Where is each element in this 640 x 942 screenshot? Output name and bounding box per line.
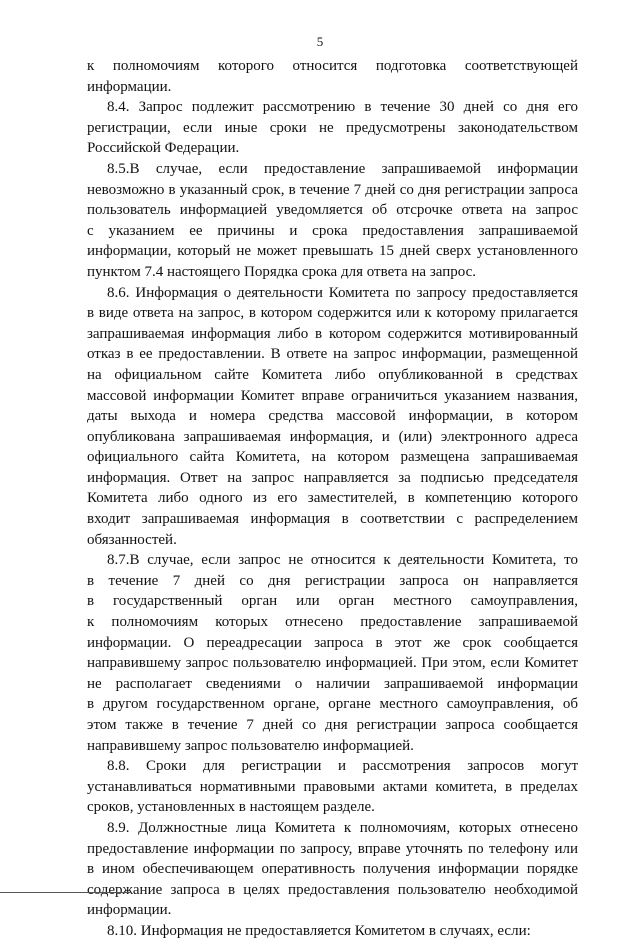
text-line: обязанностей. bbox=[87, 531, 177, 548]
text-line: устанавливаться нормативными правовыми актами комитета, в пределах bbox=[87, 778, 578, 795]
text-line: даты выхода и номера средства массовой информации, в котором bbox=[87, 408, 578, 425]
text-line: к полномочиям которого относится подготовка соответствующей bbox=[87, 58, 578, 74]
text-line: сроков, установленных в настоящем разделе. bbox=[87, 799, 375, 816]
text-line: Комитета либо одного из его заместителей, в компетенцию которого bbox=[87, 490, 578, 507]
text-line: предоставление информации по запросу, вправе уточнять по телефону или bbox=[87, 840, 578, 857]
text-line: информация. Ответ на запрос направляется за подписью председателя bbox=[87, 469, 578, 486]
footer-divider bbox=[0, 892, 132, 893]
text-line: 8.7.В случае, если запрос не относится к деятельности Комитета, то bbox=[107, 552, 578, 569]
text-line: направившему запрос пользователю информацией. bbox=[87, 737, 414, 754]
text-line: пользователь информацией уведомляется об отсрочке ответа на запрос bbox=[87, 202, 578, 219]
text-line: опубликована запрашиваемая информация, и (или) электронного адреса bbox=[87, 428, 578, 445]
text-line: входит запрашиваемая информация в соответствии с распределением bbox=[87, 511, 578, 528]
text-line: официального сайта Комитета, на котором размещена запрашиваемая bbox=[87, 449, 578, 466]
page-number: 5 bbox=[316, 34, 324, 49]
text-line: массовой информации Комитет вправе ограничиться указанием названия, bbox=[87, 387, 578, 404]
text-line: направившему запрос пользователю информацией. При этом, если Комитет bbox=[87, 655, 578, 672]
text-line: с указанием ее причины и срока предоставления запрашиваемой bbox=[87, 222, 578, 239]
text-line: информации, который не может превышать 15 дней сверх установленного bbox=[87, 243, 578, 260]
text-line: Российской Федерации. bbox=[87, 140, 240, 157]
text-line: этом также в течение 7 дней со дня регистрации запроса сообщается bbox=[87, 717, 578, 733]
text-line: информации. bbox=[87, 902, 172, 919]
text-line: в другом государственном органе, органе местного самоуправления, об bbox=[87, 696, 578, 713]
text-line: на официальном сайте Комитета либо опубликованной в средствах bbox=[87, 366, 578, 383]
text-line: запрашиваемая информация либо в котором содержится мотивированный bbox=[87, 325, 578, 342]
text-line: регистрации, если иные сроки не предусмотрены законодательством bbox=[87, 119, 578, 136]
text-line: 8.9. Должностные лица Комитета к полномочиям, которых отнесено bbox=[107, 819, 578, 836]
text-line: 8.6. Информация о деятельности Комитета по запросу предоставляется bbox=[107, 284, 578, 301]
text-line: в виде ответа на запрос, в котором содержится или к которому прилагается bbox=[87, 305, 578, 322]
text-line: не располагает сведениями о наличии запрашиваемой информации bbox=[87, 675, 578, 692]
text-line: 8.4. Запрос подлежит рассмотрению в течение 30 дней со дня его bbox=[107, 99, 578, 116]
text-line: в течение 7 дней со дня регистрации запроса он направляется bbox=[87, 572, 578, 589]
text-line: информации. bbox=[87, 78, 172, 95]
text-line: в ином обеспечивающем оперативность получения информации порядке bbox=[87, 861, 578, 878]
text-line: невозможно в указанный срок, в течение 7 дней со дня регистрации запроса bbox=[87, 181, 578, 198]
document-body bbox=[87, 56, 578, 942]
text-line: 8.10. Информация не предоставляется Комитетом в случаях, если: bbox=[107, 922, 531, 939]
text-line: пунктом 7.4 настоящего Порядка срока для ответа на запрос. bbox=[87, 263, 477, 280]
text-line: 8.8. Сроки для регистрации и рассмотрения запросов могут bbox=[107, 758, 578, 775]
text-line: к полномочиям которых отнесено предоставление запрашиваемой bbox=[87, 614, 578, 631]
text-line: информации. О переадресации запроса в этот же срок сообщается bbox=[87, 634, 578, 651]
text-line: 8.5.В случае, если предоставление запрашиваемой информации bbox=[107, 160, 578, 177]
text-line: содержание запроса в целях предоставления пользователю необходимой bbox=[87, 881, 578, 898]
text-line: отказ в ее предоставлении. В ответе на запрос информации, размещенной bbox=[87, 346, 578, 363]
text-line: в государственный орган или орган местного самоуправления, bbox=[87, 593, 578, 610]
